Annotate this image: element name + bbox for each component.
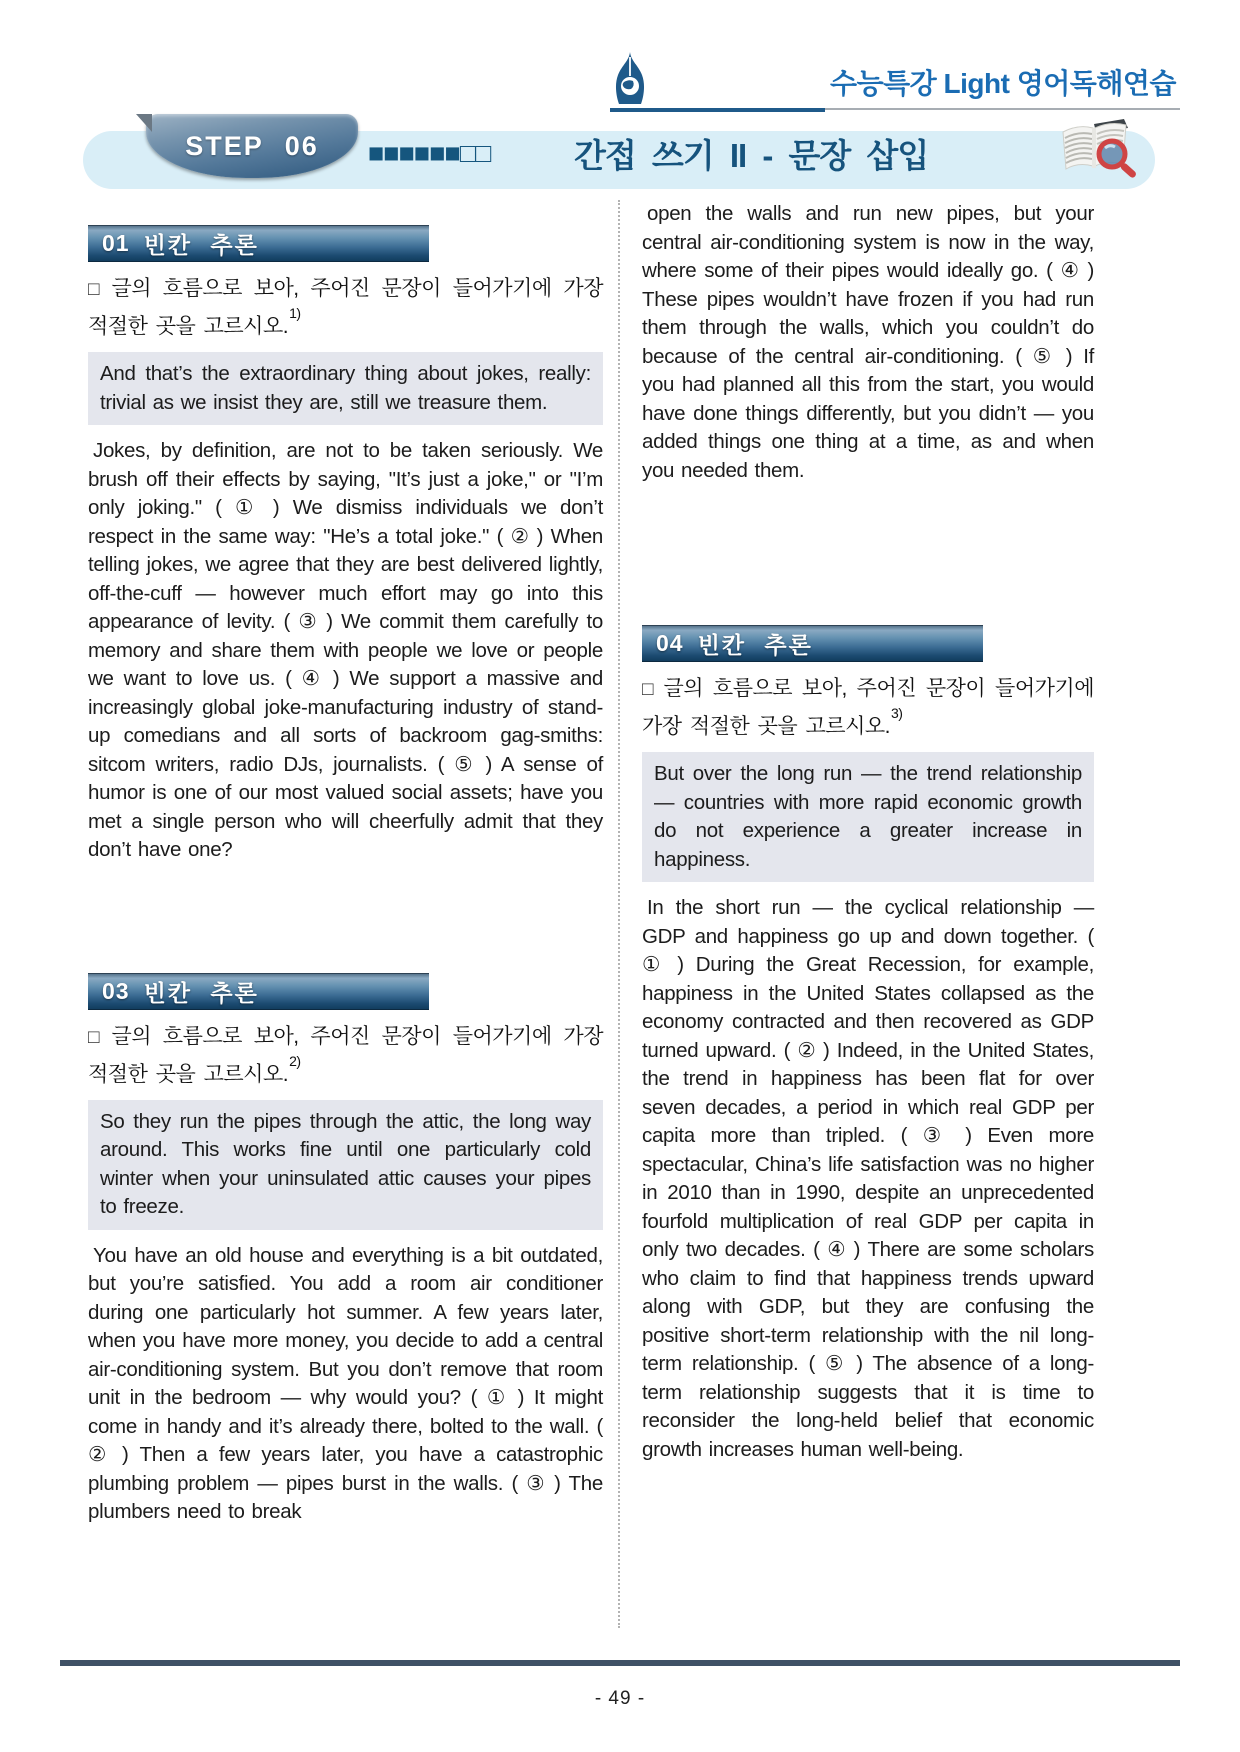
- section-04-header: [642, 625, 983, 662]
- page-number: - 49 -: [594, 1688, 646, 1709]
- footnote-ref: 3): [890, 705, 903, 721]
- section-04-passage: In the short run — the cyclical relationship — GDP and happiness go up and down together. ( ① ) During the Great Recession, for example, happiness in the United States collapsed as the economy contracted and then recovered as GDP turned upward. ( ② ) Indeed, in the United States, the trend in happiness has been flat for over seven decades, a period in which real GDP per capita more than tripled. ( ③ ) Even more spectacular, China’s life satisfaction was no higher in 2010 than in 1990, despite an unprecedented fourfold multiplication of real GDP per capita in only two decades. ( ④ ) There are some scholars who claim to find that happiness trends upward along with GDP, but they are confusing the positive short-term relationship with the nil long-term relationship. ( ⑤ ) The absence of a long-term relationship suggests that it is time to reconsider the long-held belief that economic growth increases human well-being.: [642, 896, 1094, 1461]
- section-03-passage-part2: open the walls and run new pipes, but your central air-conditioning system is now in the way, where some of their pipes would ideally go. ( ④ ) These pipes wouldn’t have frozen if you had run them through the walls, which you couldn’t do because of the central air-conditioning. ( ⑤ ) If you had planned all this from the start, you would have done things differently, but you didn’t — you added things one thing at a time, as and when you needed them.: [642, 202, 1094, 482]
- section-03-passage-part1: You have an old house and everything is a bit outdated, but you’re satisfied. You add a room air conditioner during one particularly hot summer. A few years later, when you have more money, you decide to add a central air-conditioning system. But you don’t remove that room unit in the bedroom — why would you? ( ① ) It might come in handy and it’s already there, bolted to the wall. ( ② ) Then a few years later, you have a catastrophic plumbing problem — pipes burst in the walls. ( ③ ) The plumbers need to break: [88, 1243, 603, 1523]
- pen-nib-globe-icon: [612, 52, 648, 115]
- section-01-given-sentence: And that’s the extraordinary thing about jokes, really: trivial as we insist they are, still we treasure them.: [88, 352, 603, 425]
- column-divider: [618, 200, 620, 1628]
- footnote-ref: 1): [289, 305, 301, 321]
- book-magnifier-icon: [1050, 116, 1140, 187]
- section-number: 03: [102, 977, 130, 1004]
- section-number: 04: [656, 630, 684, 656]
- section-04-question: [642, 674, 1094, 742]
- section-01-header: [88, 225, 429, 262]
- checkbox-marker-icon: □: [642, 679, 655, 700]
- question-text: 글의 흐름으로 보아, 주어진 문장이 들어가기에 가장 적절한 곳을 고르시오.: [88, 277, 603, 338]
- section-03-question: [88, 1022, 603, 1090]
- footer-rule: [60, 1660, 1180, 1666]
- footnote-ref: 2): [289, 1052, 301, 1069]
- left-column: [88, 225, 603, 1527]
- step-title: 간접 쓰기 II - 문장 삽입: [574, 137, 929, 174]
- checkbox-marker-icon: □: [88, 279, 103, 300]
- header-rule: [610, 108, 1180, 112]
- section-01-passage: Jokes, by definition, are not to be taken seriously. We brush off their effects by saying, "It’s just a joke," or "I’m only joking." ( ① ) We dismiss individuals we don’t respect in the same way: "He’s a total joke." ( ② ) When telling jokes, we agree that they are best delivered lightly, off-the-cuff — however much effort may go into this appearance of levity. ( ③ ) We commit them carefully to memory and share them with people we love or people we want to love us. ( ④ ) We support a massive and increasingly global joke-manufacturing industry of stand-up comedians and all sorts of backroom gag-smiths: sitcom writers, radio DJs, journalists. ( ⑤ ) A sense of humor is one of our most valued social assets; have you met a single person who will cheerfully admit that they don’t have one?: [88, 439, 603, 861]
- question-text: 글의 흐름으로 보아, 주어진 문장이 들어가기에 가장 적절한 곳을 고르시오.: [88, 1024, 603, 1086]
- section-01-question: [88, 274, 603, 342]
- question-text: 글의 흐름으로 보아, 주어진 문장이 들어가기에 가장 적절한 곳을 고르시오.: [642, 677, 1094, 738]
- section-label: 빈칸 추론: [697, 632, 813, 658]
- brand-title: 수능특강 Light 영어독해연습: [830, 68, 1176, 99]
- section-label: 빈칸 추론: [143, 979, 259, 1006]
- header-rule-gray-segment: [825, 108, 1180, 110]
- header-rule-blue-segment: [610, 108, 825, 112]
- section-03-given-sentence: So they run the pipes through the attic, the long way around. This works fine until one particularly cold winter when your uninsulated attic causes your pipes to freeze.: [88, 1100, 603, 1230]
- progress-squares: ■■■■■■□□: [368, 138, 491, 168]
- section-label: 빈칸 추론: [143, 232, 259, 258]
- section-number: 01: [102, 230, 130, 256]
- section-04-given-sentence: But over the long run — the trend relationship — countries with more rapid economic growth do not experience a greater increase in happiness.: [642, 752, 1094, 882]
- step-label: STEP 06: [185, 130, 319, 161]
- right-column: [642, 200, 1094, 1464]
- checkbox-marker-icon: □: [88, 1026, 103, 1048]
- section-03-header: [88, 973, 429, 1010]
